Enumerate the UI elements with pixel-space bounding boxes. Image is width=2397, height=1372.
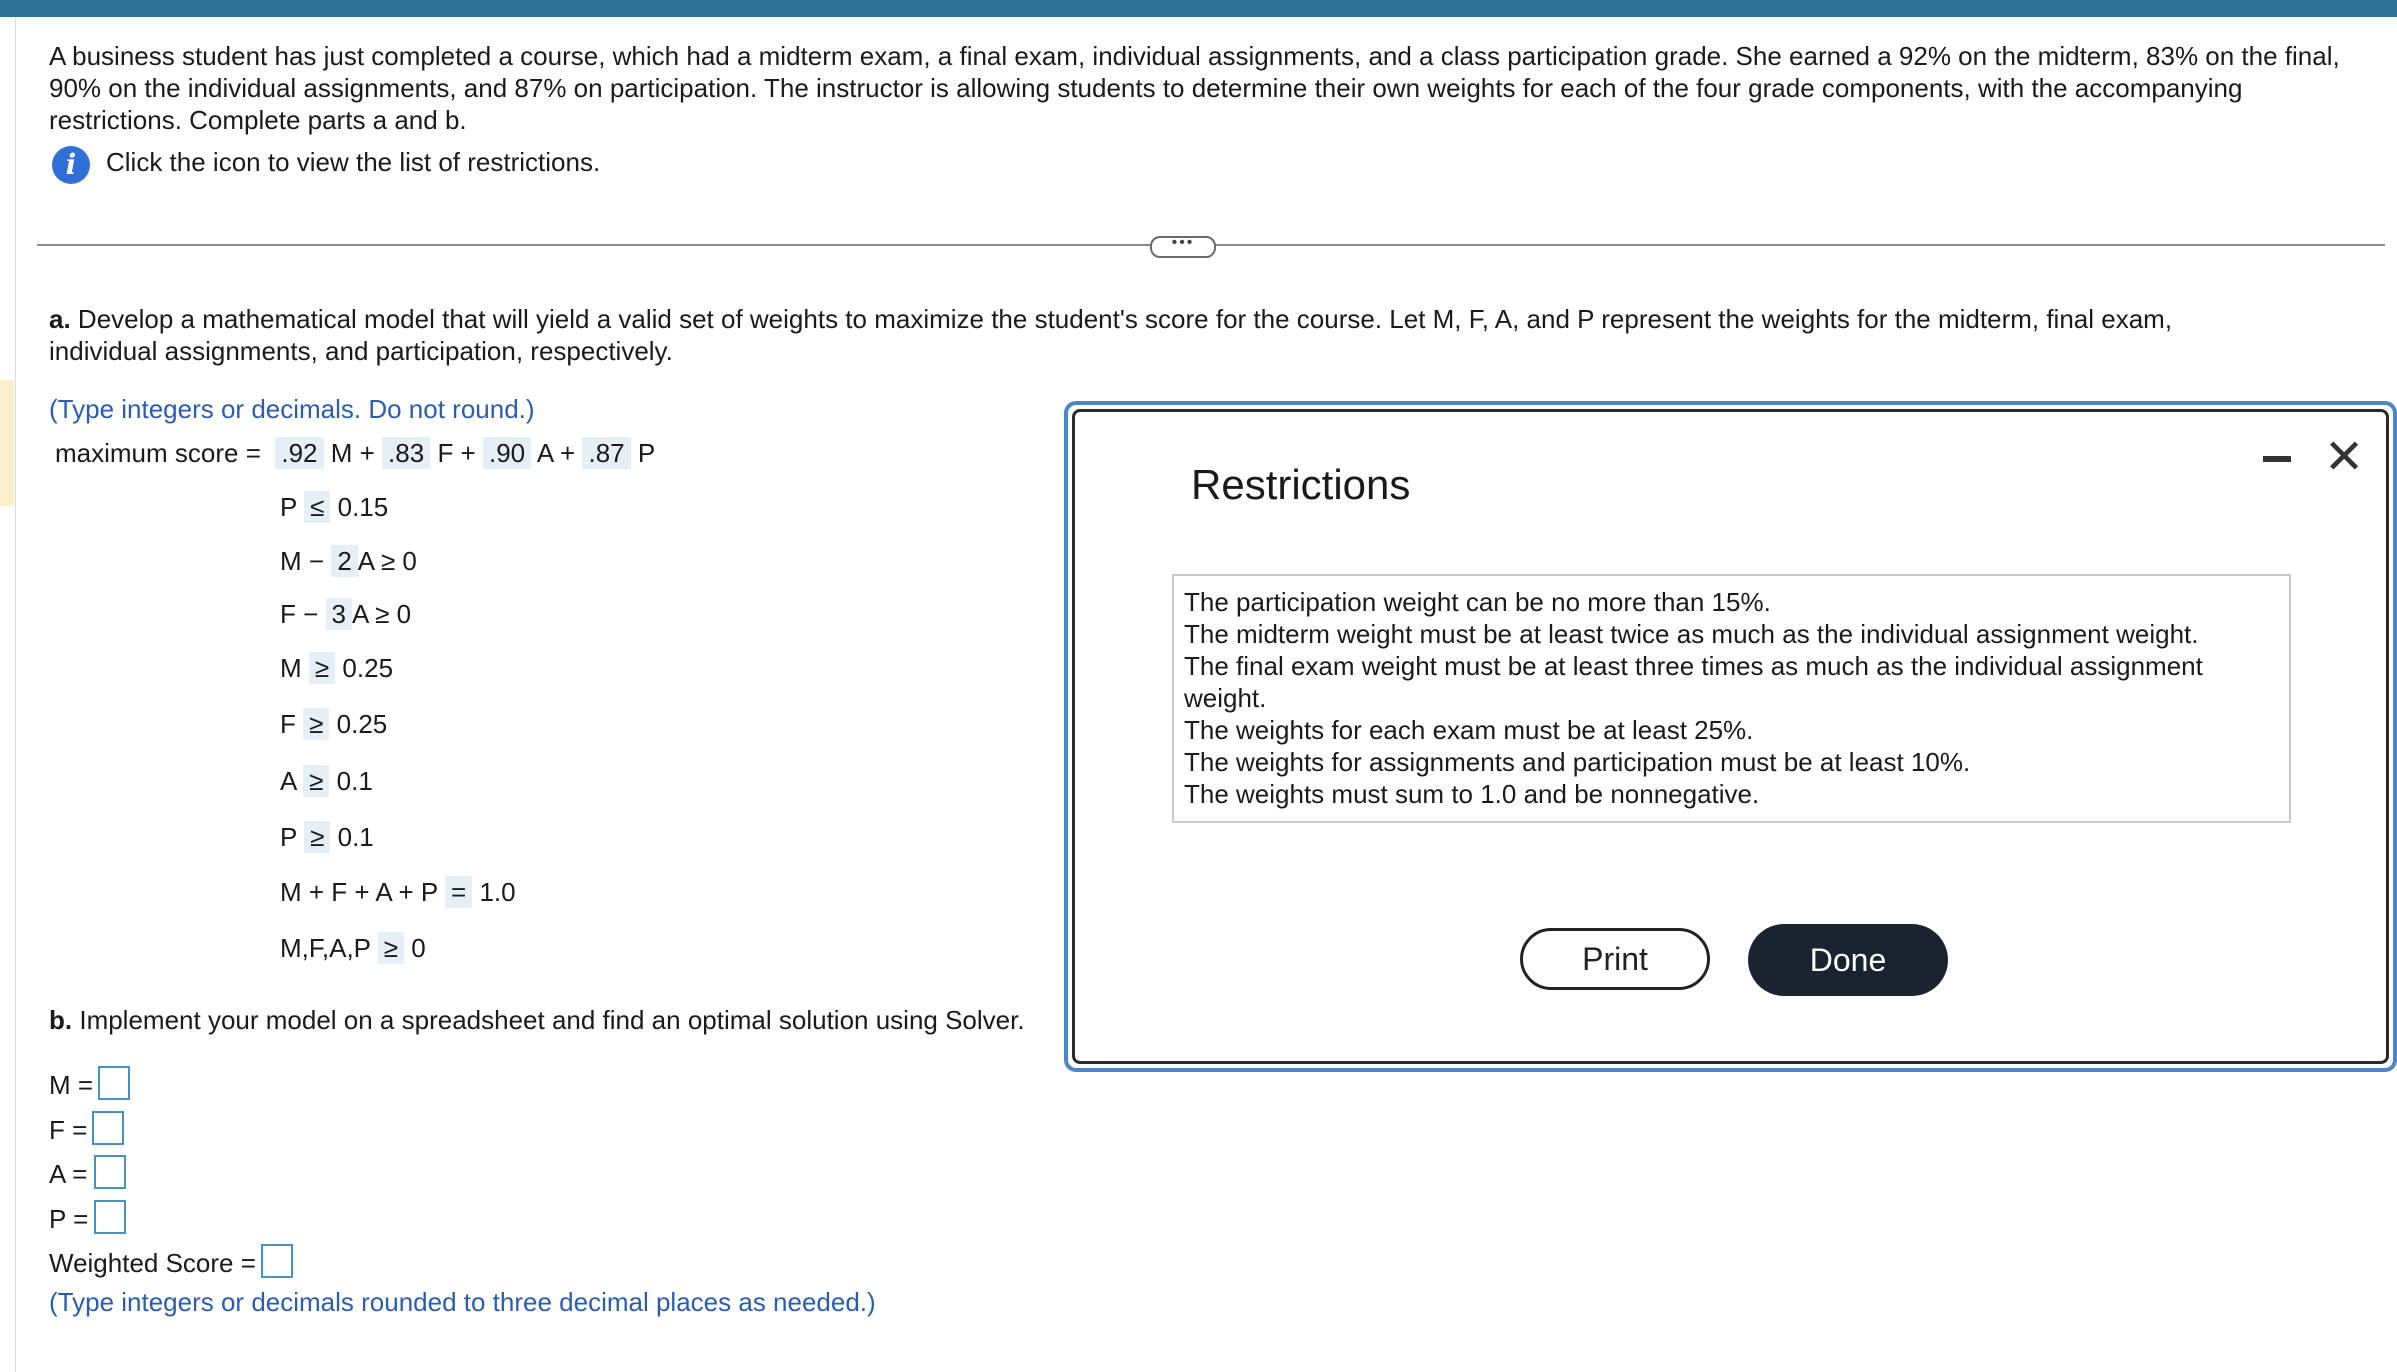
weighted-score-label: Weighted Score = (49, 1248, 256, 1278)
close-icon[interactable]: ✕ (2324, 431, 2365, 484)
part-a-label: a. (49, 304, 71, 334)
objective-label: maximum score = (55, 438, 261, 468)
c4-lhs: M (280, 653, 302, 683)
c3-var: A (352, 599, 368, 629)
more-button[interactable]: ••• (1150, 236, 1216, 258)
c9-lhs: M,F,A,P (280, 933, 371, 963)
constraint-4 (280, 652, 393, 684)
dialog-title: Restrictions (1191, 461, 1411, 508)
constraint-8 (280, 876, 516, 908)
constraint-6 (280, 765, 373, 797)
restriction-line: The weights must sum to 1.0 and be nonnegative. (1184, 779, 1760, 809)
c7-op[interactable]: ≥ (304, 821, 330, 853)
c6-rhs: 0.1 (336, 766, 373, 796)
restriction-line: The weights for each exam must be at least 25%. (1184, 715, 1754, 745)
info-text: Click the icon to view the list of restrictions. (106, 147, 601, 177)
c1-lhs: P (280, 492, 297, 522)
constraint-1 (280, 491, 388, 523)
c6-op[interactable]: ≥ (303, 765, 329, 797)
done-button[interactable]: Done (1748, 924, 1948, 996)
var-f: F + (437, 438, 476, 468)
c2-tail: ≥ 0 (380, 546, 417, 576)
c6-lhs: A (280, 766, 296, 796)
coef-assignments[interactable]: .90 (483, 437, 531, 469)
c9-rhs: 0 (411, 933, 426, 963)
part-a-prompt (49, 303, 2172, 335)
c2-var: A (357, 546, 374, 576)
restriction-line: The final exam weight must be at least three times as much as the individual assignment (1184, 651, 2203, 681)
c8-rhs: 1.0 (479, 877, 516, 907)
answer-a-label: A = (49, 1159, 88, 1189)
part-b-hint: (Type integers or decimals rounded to three decimal places as needed.) (49, 1287, 876, 1317)
coef-final[interactable]: .83 (382, 437, 430, 469)
problem-statement: A business student has just completed a course, which had a midterm exam, a final exam, individual assignments, and a class participation grade. She earned a 92% on the midterm, 83% on the final, 90% on the individual assignments, and 87% on participation. The instructor is allowing students to determine their own weights for each of the four grade components, with the accompanying restrictions. Complete parts a and b. (49, 41, 2340, 135)
part-a-text-cont: individual assignments, and participation, respectively. (49, 336, 673, 366)
c9-op[interactable]: ≥ (378, 932, 404, 964)
c8-op[interactable]: = (445, 876, 472, 908)
current-step-marker (0, 380, 14, 506)
c5-rhs: 0.25 (336, 709, 388, 739)
restriction-line: weight. (1184, 683, 1267, 713)
minimize-icon[interactable] (2263, 456, 2291, 462)
c4-rhs: 0.25 (342, 653, 394, 683)
restriction-line: The participation weight can be no more than 15%. (1184, 587, 1771, 617)
coef-participation[interactable]: .87 (582, 437, 630, 469)
var-m: M + (330, 438, 375, 468)
c7-rhs: 0.1 (337, 822, 374, 852)
answer-p-input[interactable] (94, 1200, 126, 1234)
constraint-2 (280, 545, 417, 577)
c3-tail: ≥ 0 (375, 599, 412, 629)
constraint-9 (280, 932, 426, 964)
answer-f-input[interactable] (92, 1111, 124, 1145)
constraint-5 (280, 708, 387, 740)
c1-op[interactable]: ≤ (304, 491, 330, 523)
print-button[interactable]: Print (1520, 928, 1710, 990)
answer-m-input[interactable] (98, 1066, 130, 1100)
c4-op[interactable]: ≥ (309, 652, 335, 684)
top-bar (0, 0, 2397, 17)
c8-lhs: M + F + A + P (280, 877, 438, 907)
part-b-label: b. (49, 1005, 73, 1035)
weighted-score-input[interactable] (261, 1244, 293, 1278)
c2-lhs: M − (280, 546, 325, 576)
answer-p-label: P = (49, 1204, 89, 1234)
c1-rhs: 0.15 (337, 492, 389, 522)
part-a-text: Develop a mathematical model that will yield a valid set of weights to maximize the student's score for the course. Let M, F, A, and P represent the weights for the midterm, final exam, (77, 304, 2173, 334)
c7-lhs: P (280, 822, 297, 852)
constraint-3 (280, 598, 411, 630)
constraint-7 (280, 821, 374, 853)
c5-op[interactable]: ≥ (303, 708, 329, 740)
answer-m-label: M = (49, 1070, 94, 1100)
restriction-line: The weights for assignments and participation must be at least 10%. (1184, 747, 1971, 777)
coef-midterm[interactable]: .92 (275, 437, 323, 469)
part-b-prompt (49, 1004, 1025, 1036)
part-a-hint: (Type integers or decimals. Do not round.) (49, 394, 535, 424)
objective-function (55, 437, 655, 469)
restrictions-list (1172, 574, 2291, 823)
var-p: P (637, 438, 656, 468)
left-border (15, 17, 16, 1372)
restriction-line: The midterm weight must be at least twice as much as the individual assignment weight. (1184, 619, 2199, 649)
answer-f-label: F = (49, 1115, 88, 1145)
c3-lhs: F − (280, 599, 319, 629)
c5-lhs: F (280, 709, 296, 739)
part-b-text: Implement your model on a spreadsheet and find an optimal solution using Solver. (79, 1005, 1025, 1035)
answer-a-input[interactable] (94, 1155, 126, 1189)
c2-coef[interactable]: 2 (331, 545, 357, 577)
info-icon[interactable]: i (52, 146, 90, 184)
var-a: A + (536, 438, 576, 468)
c3-coef[interactable]: 3 (326, 598, 352, 630)
